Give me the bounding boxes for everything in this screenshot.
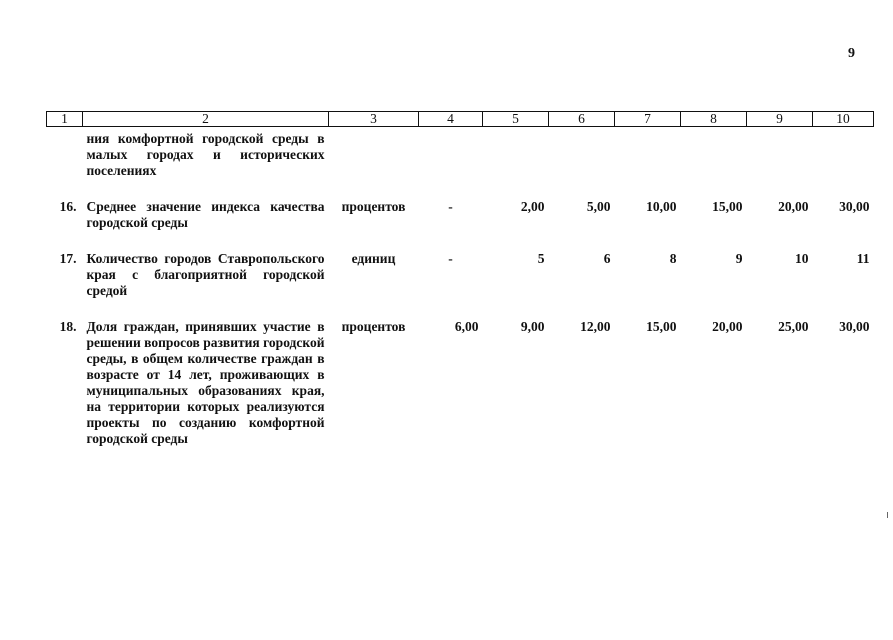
value-cell: 8 [669,251,677,266]
value-cell: 25,00 [778,319,809,334]
table-row-continuation [47,127,874,180]
value-cell: 9 [735,251,743,266]
table-row [47,199,874,231]
value-cell: 15,00 [712,199,743,214]
indicators-table [46,111,874,447]
unit-cell: единиц [351,251,396,266]
indicator-name: Доля граждан, принявших участие в решении вопросов развития городской среды, в общем количестве граждан в возрасте от 14 лет, проживающих в муниципальных образованиях края, на территории которых реализуются проекты по созданию комфортной городской среды [86,319,325,446]
header-cell: 7 [615,112,681,127]
indicator-name: ния комфортной городской среды в малых городах и исторических поселениях [86,131,325,178]
header-cell: 2 [83,112,329,127]
row-number: 18. [59,319,77,334]
value-cell: 15,00 [646,319,677,334]
header-cell: 9 [747,112,813,127]
header-cell: 10 [813,112,874,127]
value-cell: 6,00 [454,319,479,334]
indicator-name: Количество городов Ставропольского края с благоприятной городской средой [86,251,325,298]
value-cell: 20,00 [712,319,743,334]
value-cell: 30,00 [839,319,870,334]
unit-cell: процентов [341,199,406,214]
value-cell: 12,00 [580,319,611,334]
header-cell: 6 [549,112,615,127]
header-cell: 8 [681,112,747,127]
header-cell: 5 [483,112,549,127]
value-cell: 11 [856,251,870,266]
unit-cell: процентов [341,319,406,334]
indicator-name: Среднее значение индекса качества городской среды [86,199,325,230]
value-cell: - [448,199,453,214]
value-cell: 10,00 [646,199,677,214]
value-cell: 6 [603,251,611,266]
value-cell: 20,00 [778,199,809,214]
table-row [47,319,874,447]
table-header-row [47,112,874,127]
scan-mark [887,512,888,518]
row-number: 16. [59,199,77,214]
header-cell: 4 [419,112,483,127]
table-row [47,251,874,299]
header-cell: 3 [329,112,419,127]
value-cell: - [448,251,453,266]
value-cell: 30,00 [839,199,870,214]
value-cell: 2,00 [520,199,545,214]
value-cell: 9,00 [520,319,545,334]
value-cell: 5 [537,251,545,266]
value-cell: 10 [795,251,809,266]
value-cell: 5,00 [586,199,611,214]
row-number: 17. [59,251,77,266]
header-cell: 1 [47,112,83,127]
page-number: 9 [848,46,855,61]
